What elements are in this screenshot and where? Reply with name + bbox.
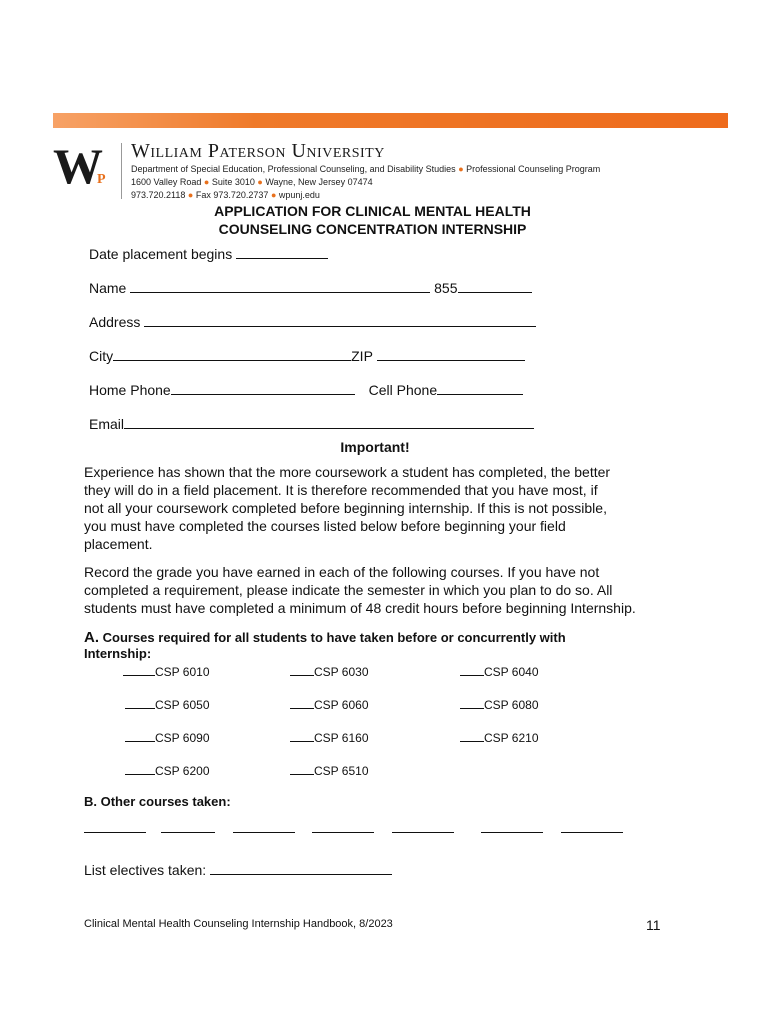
other-course-blank[interactable]: [312, 832, 374, 833]
course-item[interactable]: CSP 6030: [290, 663, 369, 679]
date-placement-field[interactable]: [89, 244, 328, 262]
other-course-blank[interactable]: [481, 832, 543, 833]
paragraph-2: Record the grade you have earned in each of the following courses. If you have not completed a requirement, please indicate the semester in which you plan to do so. All students must have completed a minimum of 48 credit hours before beginning Internship.: [84, 564, 636, 616]
course-item[interactable]: CSP 6050: [125, 696, 210, 712]
electives-blank[interactable]: [210, 860, 392, 875]
home-phone-blank[interactable]: [171, 380, 355, 395]
section-a-heading-cont: Internship:: [84, 646, 152, 661]
home-phone-label: Home Phone: [89, 382, 171, 398]
course-item[interactable]: CSP 6060: [290, 696, 369, 712]
form-title-line1: APPLICATION FOR CLINICAL MENTAL HEALTH: [214, 203, 531, 219]
email-field[interactable]: [89, 414, 534, 432]
footer-text: Clinical Mental Health Counseling Internship Handbook, 8/2023: [84, 918, 393, 930]
page-number: 11: [646, 917, 661, 933]
date-placement-blank[interactable]: [236, 244, 328, 259]
course-item[interactable]: CSP 6080: [460, 696, 539, 712]
other-course-blank[interactable]: [392, 832, 454, 833]
important-heading: Important!: [340, 439, 410, 455]
contact-line: 973.720.2118 ● Fax 973.720.2737 ● wpunj.edu: [131, 190, 320, 200]
address-line: 1600 Valley Road ● Suite 3010 ● Wayne, New Jersey 07474: [131, 177, 373, 187]
electives-field[interactable]: [84, 860, 392, 878]
address-blank[interactable]: [144, 312, 536, 327]
id-prefix: 855: [434, 280, 458, 296]
university-name: William Paterson University: [131, 140, 385, 162]
course-item[interactable]: CSP 6010: [123, 663, 210, 679]
zip-blank[interactable]: [377, 346, 525, 361]
department-line: Department of Special Education, Professional Counseling, and Disability Studies ● Professional Counseling Program: [131, 164, 601, 174]
other-course-blank[interactable]: [84, 832, 146, 833]
header-accent-bar: [53, 113, 728, 128]
logo-divider: [121, 143, 122, 199]
other-course-blank[interactable]: [233, 832, 295, 833]
section-b-heading: B. Other courses taken:: [84, 794, 231, 809]
course-item[interactable]: CSP 6210: [460, 729, 539, 745]
paragraph-1: Experience has shown that the more coursework a student has completed, the better they will do in a field placement. It is therefore recommended that you have most, if not all your coursework completed before beginning internship. If this is not possible, you must have completed the courses listed below before beginning your field placement.: [84, 464, 611, 552]
cell-phone-blank[interactable]: [437, 380, 523, 395]
name-blank[interactable]: [130, 278, 430, 293]
zip-label: ZIP: [351, 348, 373, 364]
course-item[interactable]: CSP 6090: [125, 729, 210, 745]
form-title-line2: COUNSELING CONCENTRATION INTERNSHIP: [218, 221, 527, 237]
id-blank[interactable]: [458, 278, 532, 293]
email-blank[interactable]: [124, 414, 534, 429]
course-item[interactable]: CSP 6040: [460, 663, 539, 679]
name-label: Name: [89, 280, 127, 296]
phone-field[interactable]: [89, 380, 523, 398]
course-item[interactable]: CSP 6160: [290, 729, 369, 745]
electives-label: List electives taken:: [84, 862, 207, 878]
city-blank[interactable]: [113, 346, 351, 361]
section-a-heading: A. Courses required for all students to have taken before or concurrently with: [84, 629, 566, 646]
wp-logo: WP: [53, 138, 100, 194]
email-label: Email: [89, 416, 125, 432]
other-course-blank[interactable]: [561, 832, 623, 833]
city-zip-field[interactable]: [89, 346, 525, 364]
course-item[interactable]: CSP 6200: [125, 762, 210, 778]
address-label: Address: [89, 314, 141, 330]
address-field[interactable]: [89, 312, 536, 330]
city-label: City: [89, 348, 114, 364]
cell-phone-label: Cell Phone: [368, 382, 438, 398]
date-placement-label: Date placement begins: [89, 246, 233, 262]
course-item[interactable]: CSP 6510: [290, 762, 369, 778]
name-field[interactable]: [89, 278, 532, 296]
other-course-blank[interactable]: [161, 832, 215, 833]
